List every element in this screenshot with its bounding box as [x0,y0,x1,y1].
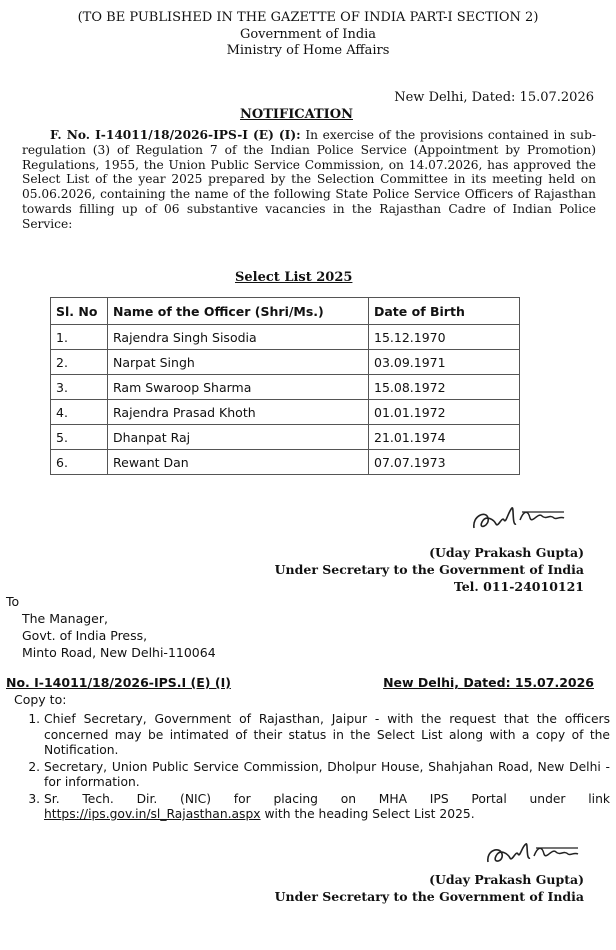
signatory-telephone: Tel. 011-24010121 [453,579,584,594]
dob-cell: 07.07.1973 [369,450,520,475]
copy-file-number: No. I-14011/18/2026-IPS.I (E) (I) [6,675,231,690]
file-number: F. No. I-14011/18/2026-IPS-I (E) (I): [50,128,301,142]
sl-no-cell: 2. [51,350,108,375]
to-label: To [6,594,20,609]
body-text: In exercise of the provisions contained in sub-regulation (3) of Regulation 7 of the Indian Police Service (Appointment by Promotion) Regulations, 1955, the Union Public Service Commission, on 14.07.2026, has approved the Select List of the year 2025 prepared by the Selection Committee in its meeting held on 05.06.2026, containing the name of the following State Police Service Officers of Rajasthan towards filling up of 06 substantive vacancies in the Rajasthan Cadre of Indian Police Service: [22,128,596,231]
handwritten-signature [482,836,582,872]
ministry-line: Ministry of Home Affairs [226,43,390,58]
list-item [44,792,610,823]
table-row [51,450,520,475]
header-date-of-birth: Date of Birth [369,298,520,325]
sl-no-cell: 6. [51,450,108,475]
select-list-table [50,297,520,475]
notification-title: NOTIFICATION [240,107,353,122]
dob-cell: 21.01.1974 [369,425,520,450]
dob-cell: 01.01.1972 [369,400,520,425]
address-line: Govt. of India Press, [22,628,148,643]
sl-no-cell: 3. [51,375,108,400]
copy-to-label: Copy to: [14,692,67,707]
signatory-block-2 [275,871,584,905]
government-line: Government of India [239,27,377,42]
table-row [51,425,520,450]
officer-name-cell: Ram Swaroop Sharma [108,375,369,400]
dob-cell: 03.09.1971 [369,350,520,375]
header-officer-name: Name of the Officer (Shri/Ms.) [108,298,369,325]
select-list-title: Select List 2025 [235,270,353,285]
table-header-row [51,298,520,325]
gazette-line: (TO BE PUBLISHED IN THE GAZETTE OF INDIA PART-I SECTION 2) [77,10,539,25]
place-date: New Delhi, Dated: 15.07.2026 [394,90,594,105]
handwritten-signature [468,498,568,540]
sl-no-cell: 5. [51,425,108,450]
officer-name-cell: Rewant Dan [108,450,369,475]
copy-recipients-list [22,712,610,824]
notification-body [22,128,596,232]
dob-cell: 15.08.1972 [369,375,520,400]
recipient-address [22,610,216,661]
portal-link[interactable]: https://ips.gov.in/sl_Rajasthan.aspx [44,807,261,821]
officer-name-cell: Narpat Singh [108,350,369,375]
sl-no-cell: 1. [51,325,108,350]
signatory-name: (Uday Prakash Gupta) [429,872,584,887]
table-row [51,400,520,425]
signatory-block-1 [275,544,584,595]
table-row [51,350,520,375]
officer-name-cell: Rajendra Singh Sisodia [108,325,369,350]
officer-name-cell: Dhanpat Raj [108,425,369,450]
copy-item-text: Sr. Tech. Dir. (NIC) for placing on MHA IPS Portal under link [44,791,610,806]
address-line: Minto Road, New Delhi-110064 [22,645,216,660]
table-row [51,375,520,400]
dob-cell: 15.12.1970 [369,325,520,350]
signatory-designation: Under Secretary to the Government of India [274,889,584,904]
list-item: 2. Secretary, Union Public Service Commission, Dholpur House, Shahjahan Road, New Delhi - for information. [44,760,610,791]
table-row [51,325,520,350]
sl-no-cell: 4. [51,400,108,425]
address-line: The Manager, [22,611,108,626]
list-item: 1. Chief Secretary, Government of Rajasthan, Jaipur - with the request that the officers concerned may be intimated of their status in the Select List along with a copy of the Notification. [44,712,610,759]
copy-place-date: New Delhi, Dated: 15.07.2026 [383,675,594,690]
signatory-name: (Uday Prakash Gupta) [429,545,584,560]
copy-item-text: with the heading Select List 2025. [260,807,475,821]
header-sl-no: Sl. No [51,298,108,325]
officer-name-cell: Rajendra Prasad Khoth [108,400,369,425]
signatory-designation: Under Secretary to the Government of India [274,562,584,577]
